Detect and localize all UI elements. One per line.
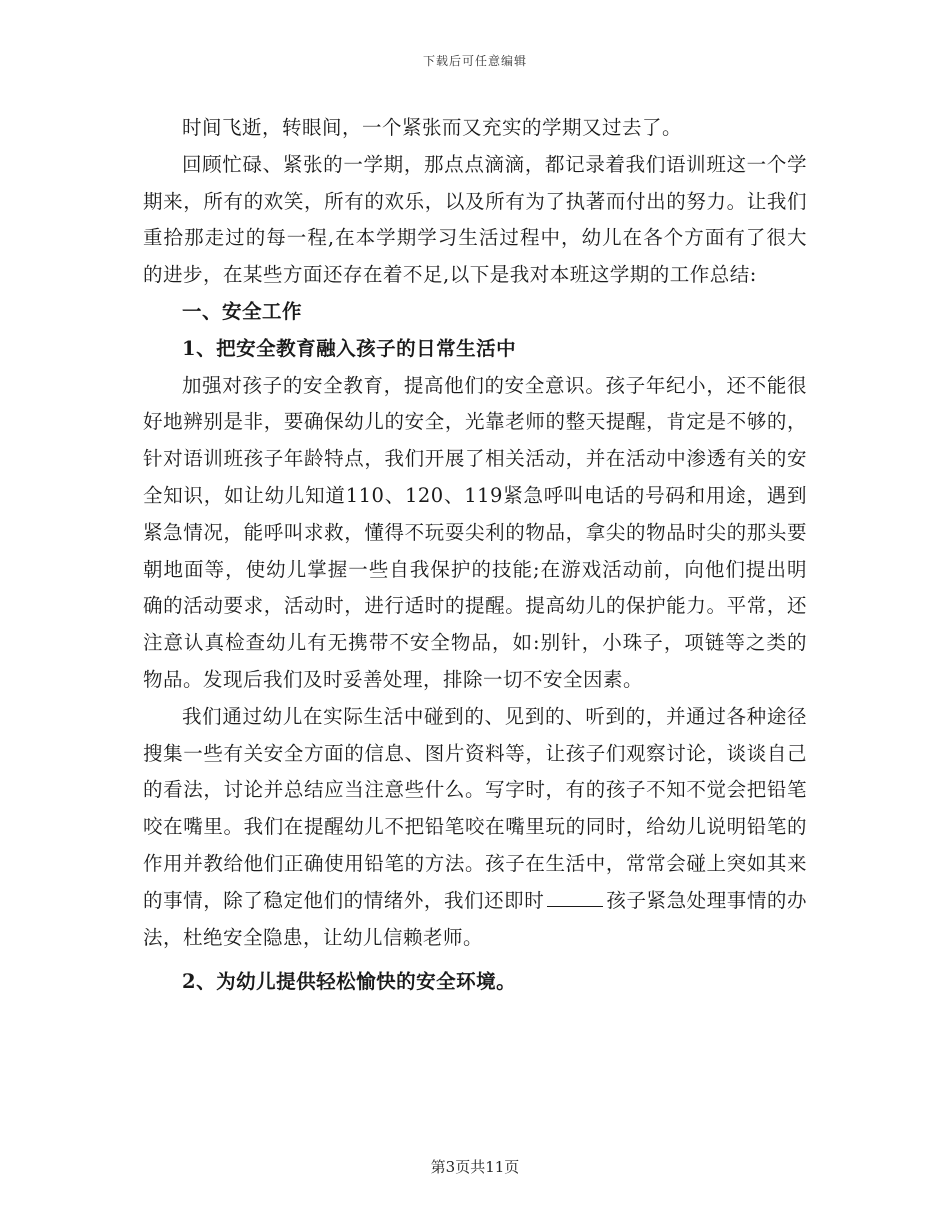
review-paragraph: 回顾忙碌、紧张的一学期，那点点滴滴，都记录着我们语训班这一个学期来，所有的欢笑，所有的欢乐，以及所有为了执著而付出的努力。让我们重拾那走过的每一程,在本学期学习生活过程中，幼儿在各个方面有了很大的进步，在某些方面还存在着不足,以下是我对本班这学期的工作总结:: [143, 152, 807, 287]
section-heading-safety: 一、安全工作: [182, 299, 303, 323]
page-footer: 第3页共11页: [430, 1158, 520, 1176]
subsection-heading-1: 1、把安全教育融入孩子的日常生活中: [182, 336, 517, 360]
header-note: 下载后可任意编辑: [422, 54, 527, 68]
safety-education-paragraph: 加强对孩子的安全教育，提高他们的安全意识。孩子年纪小，还不能很好地辨别是非，要确保幼儿的安全，光靠老师的整天提醒，肯定是不够的，针对语训班孩子年龄特点，我们开展了相关活动，并在活动中渗透有关的安全知识，如让幼儿知道110、120、119紧急呼叫电话的号码和用途，遇到紧急情况，能呼叫求救，懂得不玩耍尖利的物品，拿尖的物品时尖的那头要朝地面等，使幼儿掌握一些自我保护的技能;在游戏活动前，向他们提出明确的活动要求，活动时，进行适时的提醒。提高幼儿的保护能力。平常，还注意认真检查幼儿有无携带不安全物品，如:别针，小珠子，项链等之类的物品。发现后我们及时妥善处理，排除一切不安全因素。: [143, 373, 807, 691]
intro-paragraph: 时间飞逝，转眼间，一个紧张而又充实的学期又过去了。: [182, 116, 683, 139]
paragraph-text-part-2: 孩子紧急处理事情的办法，杜绝安全隐患，让幼儿信赖老师。: [143, 888, 807, 949]
document-body: [143, 110, 807, 1001]
fill-in-blank: [547, 886, 603, 907]
practical-safety-paragraph: [143, 699, 807, 957]
subsection-heading-2: 2、为幼儿提供轻松愉快的安全环境。: [182, 970, 517, 994]
paragraph-text-part-1: 我们通过幼儿在实际生活中碰到的、见到的、听到的，并通过各种途径搜集一些有关安全方面的信息、图片资料等，让孩子们观察讨论，谈谈自己的看法，讨论并总结应当注意些什么。写字时，有的孩子不知不觉会把铅笔咬在嘴里。我们在提醒幼儿不把铅笔咬在嘴里玩的同时，给幼儿说明铅笔的作用并教给他们正确使用铅笔的方法。孩子在生活中，常常会碰上突如其来的事情，除了稳定他们的情绪外，我们还即时: [143, 704, 807, 912]
